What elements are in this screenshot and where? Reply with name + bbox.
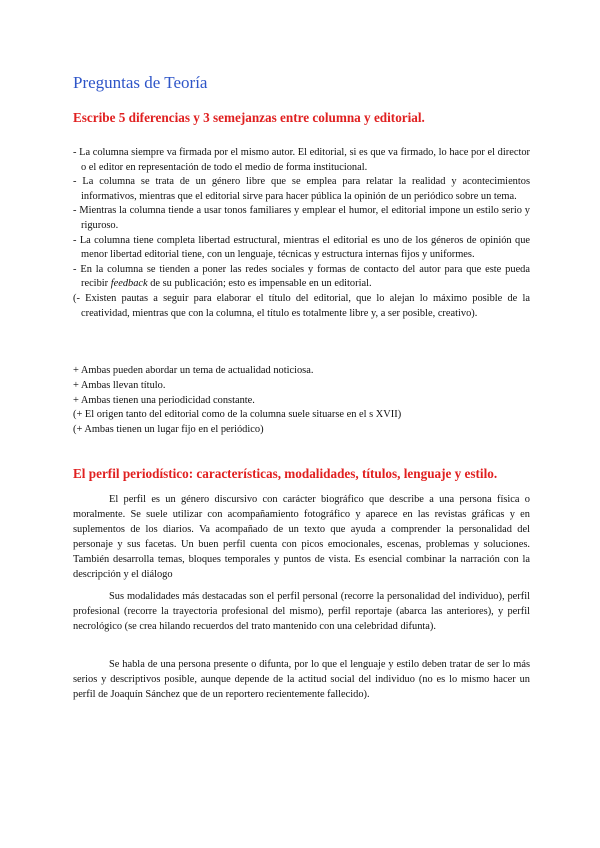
difference-item: (- Existen pautas a seguir para elaborar el título del editorial, que lo alejan lo máximo posible de la creatividad, mientras que con la columna, el título es totalmente libre y, a ser posible, creativo). [73, 292, 530, 319]
difference-text: - En la columna se tienden a poner las redes sociales y formas de contacto del autor para que este pueda recibir [73, 263, 530, 290]
paragraph: Sus modalidades más destacadas son el perfil personal (recorre la personalidad del individuo), perfil profesional (recorre la trayectoria profesional del mismo), perfil reportaje (abarca las anteriores), y perfil necrológico (se crea hilando recuerdos del trato mantenido con una celebridad difunta). [73, 591, 530, 632]
similarities-list [73, 364, 533, 438]
section2-heading: El perfil periodístico: características, modalidades, títulos, lenguaje y estilo. [73, 466, 498, 481]
paragraph: Se habla de una persona presente o difunta, por lo que el lenguaje y estilo deben tratar de ser lo más serios y descriptivos posible, aunque depende de la actitud social del individuo (no es lo mismo hacer un perfil de Joaquín Sánchez que de un reportero recientemente fallecido). [73, 659, 530, 700]
paragraph: El perfil es un género discursivo con carácter biográfico que describe a una persona física o moralmente. Se suele utilizar con acompañamiento fotográfico y aparece en las revistas gráficas y en suplementos de los diarios. Va acompañado de un texto que ayuda a comprender la personalidad del personaje y sus facetas. Un buen perfil cuenta con picos emocionales, escenas, problemas y soluciones. También desarrolla temas, bloques temporales y puntos de vista. Es esencial combinar la narración con la descripción y el diálogo [73, 494, 530, 580]
section1-heading: Escribe 5 diferencias y 3 semejanzas entre columna y editorial. [73, 110, 425, 125]
similarity-item: + Ambas tienen una periodicidad constante. [73, 394, 255, 406]
similarity-item: (+ El origen tanto del editorial como de la columna suele situarse en el s XVII) [73, 409, 402, 421]
similarity-item: + Ambas pueden abordar un tema de actualidad noticiosa. [73, 365, 314, 376]
similarity-item: (+ Ambas tienen un lugar fijo en el periódico) [73, 424, 264, 436]
page-title: Preguntas de Teoría [73, 73, 208, 92]
similarity-item: + Ambas llevan título. [73, 379, 166, 391]
difference-item: - La columna se trata de un género libre que se emplea para relatar la realidad y acontecimientos informativos, mientras que el editorial sirve para hacer pública la opinión de un periódico sobre un tema. [73, 176, 530, 202]
difference-item: - Mientras la columna tiende a usar tonos familiares y emplear el humor, el editorial impone un estilo serio y riguroso. [73, 205, 530, 231]
difference-text: de su publicación; esto es impensable en un editorial. [147, 278, 372, 290]
feedback-italic: feedback [110, 278, 148, 290]
differences-list [73, 146, 530, 321]
difference-item [73, 263, 530, 292]
difference-item: - La columna siempre va firmada por el mismo autor. El editorial, si es que va firmado, lo hace por el director o el editor en representación de todo el medio de forma institucional. [73, 147, 530, 173]
difference-item: - La columna tiene completa libertad estructural, mientras el editorial es uno de los géneros de opinión que menor libertad editorial tiene, con un lenguaje, técnicas y estructura internas fijos y uniformes. [73, 234, 530, 261]
